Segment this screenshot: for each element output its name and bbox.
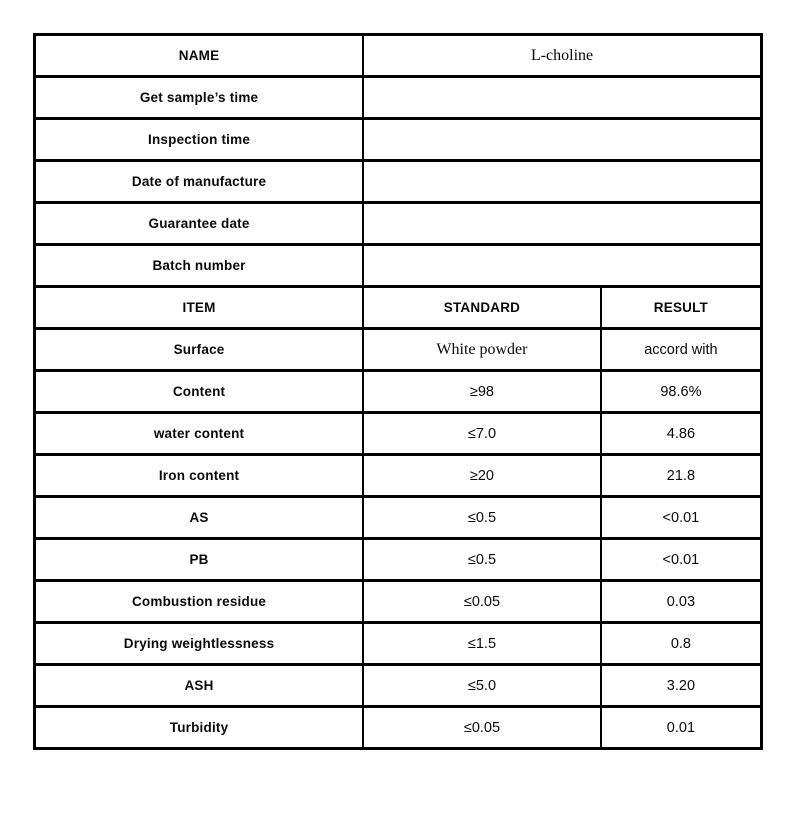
spec-row-iron-content — [35, 455, 762, 497]
spec-standard-content: ≥98 — [363, 371, 601, 413]
spec-item-turbidity: Turbidity — [35, 707, 364, 749]
table-row-manufacture-date — [35, 161, 762, 203]
spec-result-as: <0.01 — [601, 497, 762, 539]
spec-standard-iron-content: ≥20 — [363, 455, 601, 497]
spec-standard-water-content: ≤7.0 — [363, 413, 601, 455]
spec-item-as: AS — [35, 497, 364, 539]
spec-standard-ash: ≤5.0 — [363, 665, 601, 707]
spec-header-result: RESULT — [601, 287, 762, 329]
spec-standard-surface: White powder — [363, 329, 601, 371]
spec-header-item: ITEM — [35, 287, 364, 329]
spec-result-iron-content: 21.8 — [601, 455, 762, 497]
certificate-table — [33, 33, 763, 750]
info-label-inspection-time: Inspection time — [35, 119, 364, 161]
info-label-name: NAME — [35, 35, 364, 77]
info-label-manufacture-date: Date of manufacture — [35, 161, 364, 203]
spec-standard-pb: ≤0.5 — [363, 539, 601, 581]
spec-standard-drying-weightlessness: ≤1.5 — [363, 623, 601, 665]
spec-item-water-content: water content — [35, 413, 364, 455]
spec-result-ash: 3.20 — [601, 665, 762, 707]
spec-row-pb — [35, 539, 762, 581]
table-row-name — [35, 35, 762, 77]
info-value-name: L-choline — [363, 35, 761, 77]
spec-result-turbidity: 0.01 — [601, 707, 762, 749]
spec-header-row — [35, 287, 762, 329]
spec-item-content: Content — [35, 371, 364, 413]
info-value-batch-number — [363, 245, 761, 287]
spec-item-drying-weightlessness: Drying weightlessness — [35, 623, 364, 665]
table-row-sample-time — [35, 77, 762, 119]
spec-result-surface: accord with — [601, 329, 762, 371]
spec-item-combustion-residue: Combustion residue — [35, 581, 364, 623]
spec-row-as — [35, 497, 762, 539]
info-label-sample-time: Get sample’s time — [35, 77, 364, 119]
spec-standard-as: ≤0.5 — [363, 497, 601, 539]
spec-row-combustion-residue — [35, 581, 762, 623]
spec-row-drying-weightlessness — [35, 623, 762, 665]
info-value-manufacture-date — [363, 161, 761, 203]
spec-result-water-content: 4.86 — [601, 413, 762, 455]
info-label-batch-number: Batch number — [35, 245, 364, 287]
spec-result-pb: <0.01 — [601, 539, 762, 581]
spec-result-content: 98.6% — [601, 371, 762, 413]
info-value-inspection-time — [363, 119, 761, 161]
info-value-guarantee-date — [363, 203, 761, 245]
spec-row-turbidity — [35, 707, 762, 749]
spec-item-surface: Surface — [35, 329, 364, 371]
spec-standard-turbidity: ≤0.05 — [363, 707, 601, 749]
spec-standard-combustion-residue: ≤0.05 — [363, 581, 601, 623]
spec-item-iron-content: Iron content — [35, 455, 364, 497]
spec-item-pb: PB — [35, 539, 364, 581]
spec-row-ash — [35, 665, 762, 707]
spec-result-combustion-residue: 0.03 — [601, 581, 762, 623]
table-row-batch-number — [35, 245, 762, 287]
spec-row-water-content — [35, 413, 762, 455]
spec-row-content — [35, 371, 762, 413]
info-label-guarantee-date: Guarantee date — [35, 203, 364, 245]
spec-header-standard: STANDARD — [363, 287, 601, 329]
table-row-guarantee-date — [35, 203, 762, 245]
spec-item-ash: ASH — [35, 665, 364, 707]
info-value-sample-time — [363, 77, 761, 119]
spec-row-surface — [35, 329, 762, 371]
table-row-inspection-time — [35, 119, 762, 161]
spec-result-drying-weightlessness: 0.8 — [601, 623, 762, 665]
